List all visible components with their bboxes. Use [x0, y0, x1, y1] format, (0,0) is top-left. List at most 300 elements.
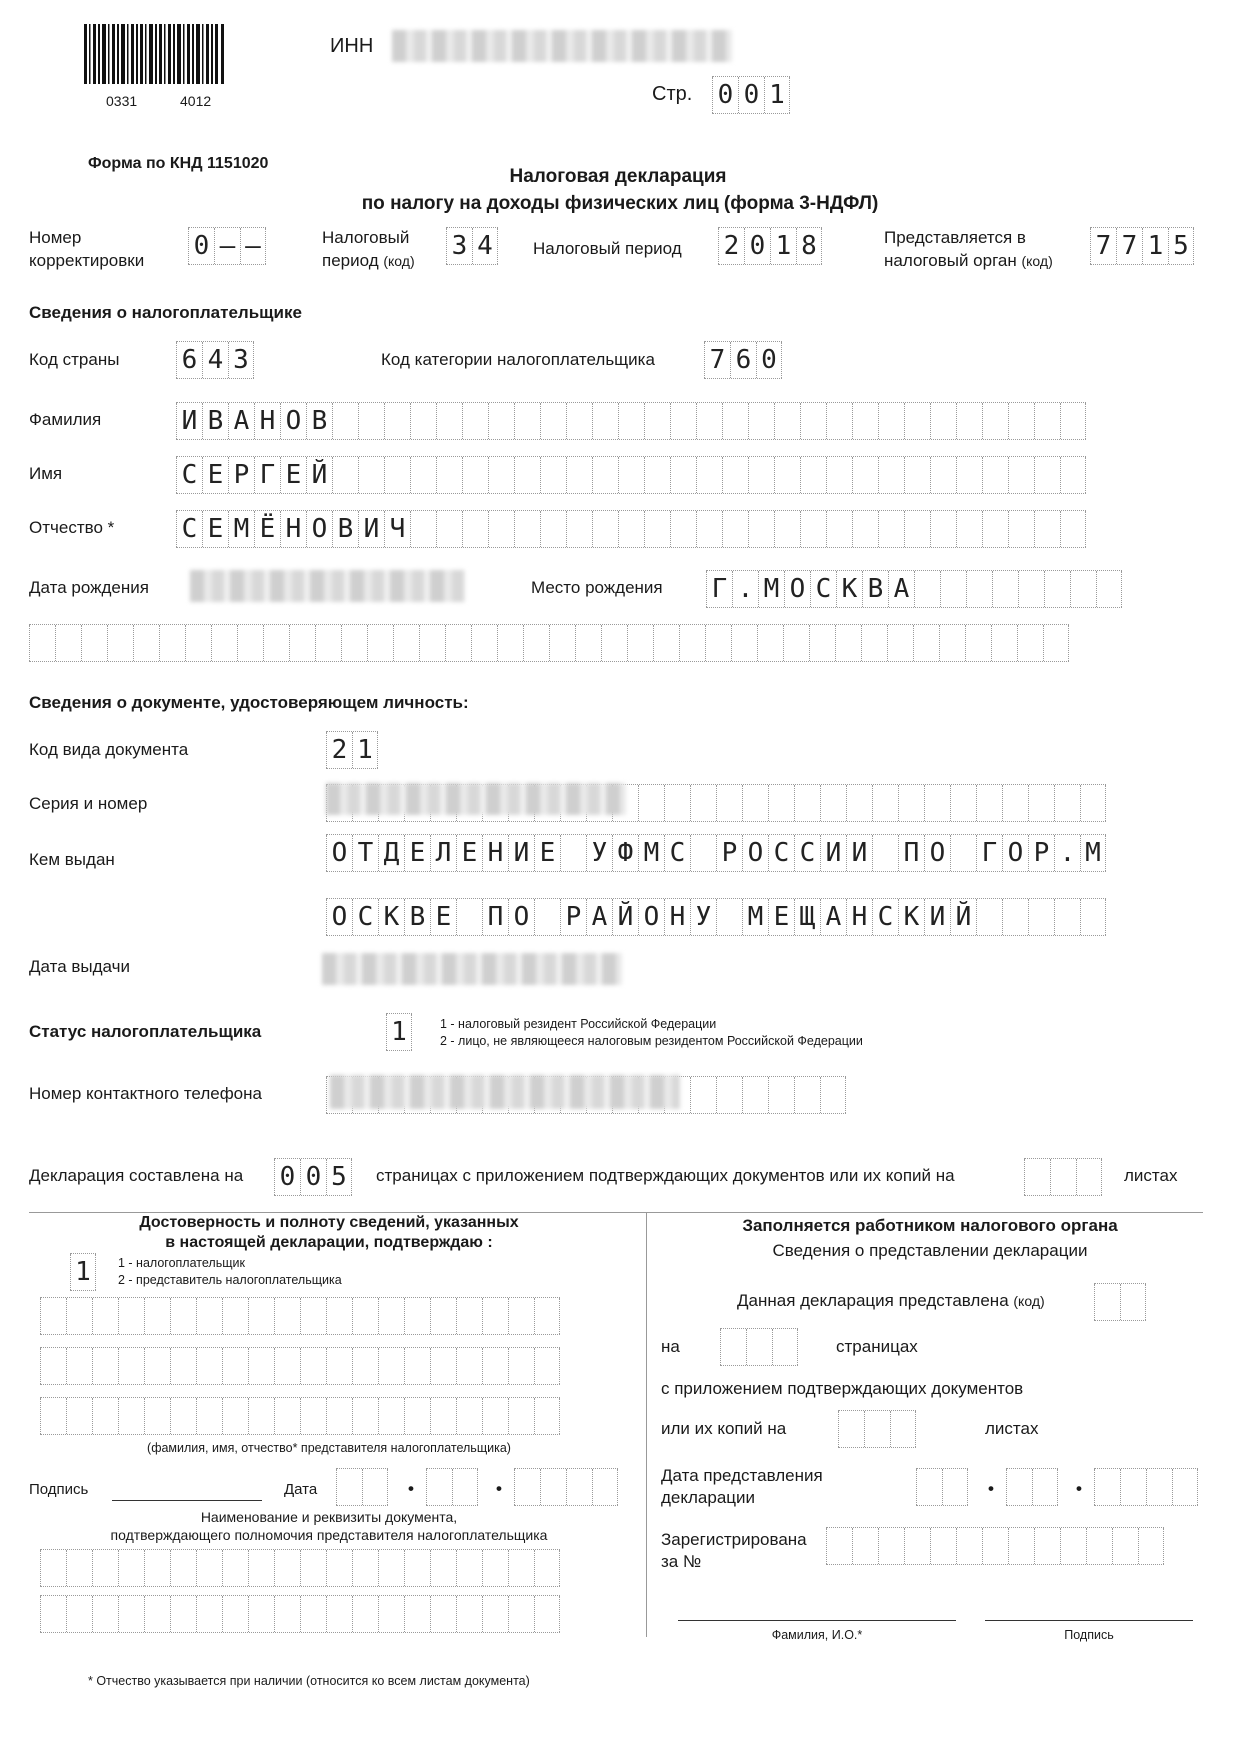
issuer-boxes-line2-cell: Н — [846, 899, 872, 935]
rep-fio-line2[interactable] — [40, 1347, 560, 1385]
rep-fio-line1-cell — [482, 1298, 508, 1334]
sheets-word: листах — [985, 1419, 1039, 1438]
phone-boxes-cell — [794, 1077, 820, 1113]
surname-boxes-cell — [956, 403, 982, 439]
tax-period-label: Налоговый период — [533, 239, 682, 258]
birthplace-boxes-line2[interactable] — [29, 624, 1069, 662]
birthplace-label: Место рождения — [531, 578, 663, 597]
issuer-boxes-line2-cell: Р — [560, 899, 586, 935]
doc-series-boxes-cell — [820, 785, 846, 821]
birthplace-boxes-line2-cell — [393, 625, 419, 661]
rep-fio-line1-cell — [144, 1298, 170, 1334]
doc-series-boxes-cell — [690, 785, 716, 821]
reg-number-boxes-cell — [1112, 1528, 1138, 1564]
period-label2 — [322, 250, 415, 272]
rep-fio-line3-cell — [40, 1398, 66, 1434]
sign-line[interactable] — [112, 1500, 262, 1501]
issuer-boxes-line2-cell: Н — [664, 899, 690, 935]
rep-fio-line1-cell — [534, 1298, 560, 1334]
reg-number-boxes-cell — [904, 1528, 930, 1564]
birthplace-boxes[interactable] — [706, 570, 1122, 608]
rep-doc-line1-cell — [326, 1550, 352, 1586]
category-boxes[interactable] — [704, 341, 782, 379]
rep-fio-line3-cell — [66, 1398, 92, 1434]
patronymic-boxes-cell — [436, 511, 462, 547]
sign-label: Подпись — [29, 1481, 89, 1498]
doc-series-boxes-cell — [950, 785, 976, 821]
copies-label: или их копий на — [661, 1419, 787, 1438]
issuer-boxes-line2-cell — [1080, 899, 1106, 935]
birthplace-boxes-cell — [992, 571, 1018, 607]
period-code-boxes-cell: 3 — [446, 228, 472, 264]
patronymic-boxes-cell — [462, 511, 488, 547]
office-pages-boxes-cell — [746, 1329, 772, 1365]
rep-doc-line1-cell — [66, 1550, 92, 1586]
issuer-boxes-line1-cell: У — [586, 835, 612, 871]
category-boxes-cell: 6 — [730, 342, 756, 378]
date-dot2: • — [496, 1479, 502, 1498]
birthplace-boxes-line2-cell — [705, 625, 731, 661]
reg-label2: за № — [661, 1552, 702, 1571]
office-date-year-cell — [1094, 1469, 1120, 1505]
rep-fio-line3-cell — [482, 1398, 508, 1434]
surname-boxes-cell — [514, 403, 540, 439]
issuer-boxes-line1[interactable] — [326, 834, 1106, 872]
issuer-boxes-line1-cell: Л — [430, 835, 456, 871]
rep-fio-line3-cell — [144, 1398, 170, 1434]
birthplace-boxes-line2-cell — [341, 625, 367, 661]
birthplace-boxes-cell — [914, 571, 940, 607]
doc-caption1: Наименование и реквизиты документа, — [200, 1509, 458, 1525]
surname-boxes-cell — [644, 403, 670, 439]
inn-value-redacted — [392, 30, 732, 62]
surname-boxes-cell — [670, 403, 696, 439]
name-boxes-cell — [982, 457, 1008, 493]
rep-fio-line2-cell — [456, 1348, 482, 1384]
rep-fio-line2-cell — [118, 1348, 144, 1384]
birthplace-boxes-line2-cell — [237, 625, 263, 661]
authority-label1: Представляется в — [884, 228, 1026, 247]
status-box-cell: 1 — [386, 1014, 412, 1050]
name-boxes-cell — [904, 457, 930, 493]
birthplace-boxes-line2-cell — [861, 625, 887, 661]
doc-series-boxes-cell — [1080, 785, 1106, 821]
rep-doc-line1-cell — [118, 1550, 144, 1586]
name-boxes-cell: Й — [306, 457, 332, 493]
authority-label2 — [884, 250, 1053, 272]
patronymic-boxes-cell — [852, 511, 878, 547]
rep-doc-line1-cell — [430, 1550, 456, 1586]
country-boxes[interactable] — [176, 341, 254, 379]
rep-fio-line1-cell — [352, 1298, 378, 1334]
tax-period-boxes-cell: 8 — [796, 228, 822, 264]
surname-boxes[interactable] — [176, 402, 1086, 440]
office-fio-caption: Фамилия, И.О.* — [771, 1628, 863, 1642]
name-boxes-cell — [852, 457, 878, 493]
rep-fio-line3-cell — [430, 1398, 456, 1434]
period-code-boxes[interactable] — [446, 227, 498, 265]
rep-fio-line1-cell — [40, 1298, 66, 1334]
office-pages-boxes-cell — [720, 1329, 746, 1365]
tax-period-boxes-cell: 0 — [744, 228, 770, 264]
doc-series-boxes-cell — [976, 785, 1002, 821]
birthplace-boxes-line2-cell — [965, 625, 991, 661]
name-boxes-cell — [1008, 457, 1034, 493]
issuer-boxes-line2-cell: Щ — [794, 899, 820, 935]
tax-period-boxes-cell: 2 — [718, 228, 744, 264]
birthplace-boxes-cell — [966, 571, 992, 607]
issuer-boxes-line1-cell: Д — [378, 835, 404, 871]
rep-fio-line2-cell — [404, 1348, 430, 1384]
rep-fio-line3-cell — [248, 1398, 274, 1434]
rep-doc-line2-cell — [40, 1596, 66, 1632]
issuer-label: Кем выдан — [29, 850, 115, 869]
rep-fio-line1-cell — [430, 1298, 456, 1334]
surname-boxes-cell — [826, 403, 852, 439]
rep-doc-line2-cell — [430, 1596, 456, 1632]
doc-type-boxes[interactable] — [326, 731, 378, 769]
surname-boxes-cell — [930, 403, 956, 439]
confirm-date-month-cell — [452, 1469, 478, 1505]
birthplace-boxes-cell — [1018, 571, 1044, 607]
issuer-boxes-line2-cell: А — [820, 899, 846, 935]
issuer-boxes-line2-cell — [1028, 899, 1054, 935]
rep-doc-line2-cell — [300, 1596, 326, 1632]
issuer-boxes-line2-cell: О — [638, 899, 664, 935]
office-sheets-boxes-cell — [890, 1411, 916, 1447]
pages-word: страницах — [836, 1337, 918, 1356]
rep-doc-line1-cell — [222, 1550, 248, 1586]
issuer-boxes-line2-cell: К — [898, 899, 924, 935]
issuer-boxes-line1-cell: И — [508, 835, 534, 871]
pages-boxes-cell: 0 — [274, 1159, 300, 1195]
birthplace-boxes-cell — [1070, 571, 1096, 607]
phone-boxes-cell — [820, 1077, 846, 1113]
issuer-boxes-line1-cell: Р — [716, 835, 742, 871]
office-sheets-boxes-cell — [864, 1411, 890, 1447]
phone-boxes-cell — [690, 1077, 716, 1113]
office-date-month[interactable] — [1006, 1468, 1058, 1506]
confirm-date-year-cell — [566, 1469, 592, 1505]
rep-fio-line3[interactable] — [40, 1397, 560, 1435]
phone-boxes-cell — [768, 1077, 794, 1113]
patronymic-boxes-cell — [592, 511, 618, 547]
reg-number-boxes-cell — [878, 1528, 904, 1564]
name-boxes-cell: Е — [202, 457, 228, 493]
rep-doc-line1-cell — [196, 1550, 222, 1586]
issuer-boxes-line1-cell: П — [898, 835, 924, 871]
rep-doc-line2-cell — [534, 1596, 560, 1632]
birthplace-boxes-line2-cell — [575, 625, 601, 661]
birthplace-boxes-cell: М — [758, 571, 784, 607]
name-boxes-cell — [384, 457, 410, 493]
reg-number-boxes[interactable] — [826, 1527, 1164, 1565]
office-title: Заполняется работником налогового органа — [742, 1216, 1118, 1235]
rep-fio-line3-cell — [326, 1398, 352, 1434]
birthplace-boxes-line2-cell — [55, 625, 81, 661]
doc-series-label: Серия и номер — [29, 794, 148, 813]
patronymic-boxes-cell — [904, 511, 930, 547]
rep-fio-line1-cell — [456, 1298, 482, 1334]
patronymic-boxes-cell — [1060, 511, 1086, 547]
rep-doc-line2-cell — [508, 1596, 534, 1632]
name-boxes-cell — [462, 457, 488, 493]
rep-fio-line3-cell — [508, 1398, 534, 1434]
rep-doc-line2-cell — [352, 1596, 378, 1632]
reg-number-boxes-cell — [1034, 1528, 1060, 1564]
patronymic-boxes-cell — [696, 511, 722, 547]
document-heading: Сведения о документе, удостоверяющем личность: — [29, 693, 469, 712]
correction-boxes[interactable] — [188, 227, 266, 265]
rep-fio-line3-cell — [222, 1398, 248, 1434]
doc-series-boxes-cell — [794, 785, 820, 821]
form-code: Форма по КНД 1151020 — [88, 155, 269, 172]
rep-doc-line2-cell — [274, 1596, 300, 1632]
issuer-boxes-line2-cell — [1054, 899, 1080, 935]
rep-doc-line1-cell — [404, 1550, 430, 1586]
correction-boxes-cell: – — [214, 228, 240, 264]
birthplace-boxes-cell: В — [862, 571, 888, 607]
issuer-boxes-line2-cell: П — [482, 899, 508, 935]
rep-doc-line2-cell — [326, 1596, 352, 1632]
doc-series-boxes-cell — [716, 785, 742, 821]
reg-label1: Зарегистрирована — [661, 1530, 807, 1549]
rep-fio-line1-cell — [300, 1298, 326, 1334]
rep-fio-line3-cell — [534, 1398, 560, 1434]
submitted-code-boxes-cell — [1094, 1284, 1120, 1320]
rep-doc-line1[interactable] — [40, 1549, 560, 1587]
issuer-boxes-line2[interactable] — [326, 898, 1106, 936]
surname-boxes-cell — [462, 403, 488, 439]
rep-doc-line2-cell — [170, 1596, 196, 1632]
birthdate-label: Дата рождения — [29, 578, 149, 597]
period-label2-text: период — [322, 251, 379, 270]
rep-doc-line2-cell — [118, 1596, 144, 1632]
doc-series-boxes-cell — [846, 785, 872, 821]
patronymic-boxes-cell: Ё — [254, 511, 280, 547]
reg-number-boxes-cell — [930, 1528, 956, 1564]
patronymic-boxes-cell: С — [176, 511, 202, 547]
surname-boxes-cell: В — [202, 403, 228, 439]
rep-fio-line2-cell — [274, 1348, 300, 1384]
name-boxes-cell — [930, 457, 956, 493]
issuer-boxes-line1-cell: С — [768, 835, 794, 871]
attachment-sheets-boxes-cell — [1076, 1159, 1102, 1195]
confirm-date-year[interactable] — [514, 1468, 618, 1506]
rep-doc-line1-cell — [274, 1550, 300, 1586]
category-boxes-cell: 0 — [756, 342, 782, 378]
rep-doc-line1-cell — [40, 1550, 66, 1586]
surname-boxes-cell — [566, 403, 592, 439]
surname-boxes-cell — [384, 403, 410, 439]
office-date-year[interactable] — [1094, 1468, 1198, 1506]
tax-period-boxes[interactable] — [718, 227, 822, 265]
office-sign-line[interactable] — [985, 1620, 1193, 1621]
patronymic-boxes-cell — [800, 511, 826, 547]
patronymic-boxes-cell — [748, 511, 774, 547]
confirm-date-year-cell — [540, 1469, 566, 1505]
reg-number-boxes-cell — [982, 1528, 1008, 1564]
issuer-boxes-line2-cell — [456, 899, 482, 935]
rep-fio-line3-cell — [352, 1398, 378, 1434]
rep-fio-line3-cell — [378, 1398, 404, 1434]
submitted-code-hint: (код) — [1013, 1293, 1045, 1309]
rep-fio-line2-cell — [430, 1348, 456, 1384]
issuer-boxes-line2-cell: О — [326, 899, 352, 935]
surname-boxes-cell — [696, 403, 722, 439]
surname-boxes-cell — [722, 403, 748, 439]
confirm-date-day-cell — [362, 1469, 388, 1505]
birthplace-boxes-line2-cell — [809, 625, 835, 661]
doc-series-boxes-cell — [1054, 785, 1080, 821]
country-label: Код страны — [29, 350, 120, 369]
name-boxes-cell — [358, 457, 384, 493]
authority-boxes-cell: 7 — [1090, 228, 1116, 264]
rep-fio-line3-cell — [300, 1398, 326, 1434]
birthplace-boxes-line2-cell — [367, 625, 393, 661]
doc-series-boxes-cell — [898, 785, 924, 821]
authority-boxes[interactable] — [1090, 227, 1194, 265]
issuer-boxes-line2-cell: Е — [768, 899, 794, 935]
issuer-boxes-line2-cell — [976, 899, 1002, 935]
rep-doc-line2-cell — [248, 1596, 274, 1632]
issuer-boxes-line1-cell: И — [846, 835, 872, 871]
issuer-boxes-line2-cell: У — [690, 899, 716, 935]
rep-doc-line2-cell — [66, 1596, 92, 1632]
page-number-boxes-cell: 0 — [712, 77, 738, 113]
patronymic-boxes-cell — [930, 511, 956, 547]
issuer-boxes-line2-cell — [534, 899, 560, 935]
birthplace-boxes-line2-cell — [627, 625, 653, 661]
birthplace-boxes-cell: . — [732, 571, 758, 607]
birthplace-boxes-line2-cell — [159, 625, 185, 661]
birthplace-boxes-line2-cell — [549, 625, 575, 661]
birthplace-boxes-line2-cell — [1043, 625, 1069, 661]
status-option2: 2 - лицо, не являющееся налоговым резидентом Российской Федерации — [440, 1034, 863, 1048]
inn-label: ИНН — [330, 35, 374, 57]
rep-fio-line2-cell — [144, 1348, 170, 1384]
doc-series-boxes-cell — [664, 785, 690, 821]
title-line2: по налогу на доходы физических лиц (форма 3-НДФЛ) — [361, 193, 879, 214]
rep-doc-line1-cell — [482, 1550, 508, 1586]
rep-doc-line1-cell — [144, 1550, 170, 1586]
issuer-boxes-line2-cell: Й — [612, 899, 638, 935]
rep-fio-line2-cell — [482, 1348, 508, 1384]
pages-boxes[interactable] — [274, 1158, 352, 1196]
authority-code-hint: (код) — [1021, 253, 1053, 269]
patronymic-boxes-cell — [514, 511, 540, 547]
office-date-year-cell — [1146, 1469, 1172, 1505]
birthplace-boxes-line2-cell — [887, 625, 913, 661]
name-boxes-cell — [1060, 457, 1086, 493]
patronymic-label: Отчество * — [29, 518, 115, 537]
surname-boxes-cell — [436, 403, 462, 439]
rep-doc-line2-cell — [222, 1596, 248, 1632]
birthplace-boxes-line2-cell — [211, 625, 237, 661]
rep-fio-line2-cell — [40, 1348, 66, 1384]
country-boxes-cell: 3 — [228, 342, 254, 378]
birthplace-boxes-line2-cell — [757, 625, 783, 661]
office-date-year-cell — [1120, 1469, 1146, 1505]
birthplace-boxes-line2-cell — [263, 625, 289, 661]
issuer-boxes-line1-cell — [690, 835, 716, 871]
birthplace-boxes-line2-cell — [913, 625, 939, 661]
confirm-box[interactable] — [70, 1253, 96, 1291]
confirm-title1: Достоверность и полноту сведений, указанных — [139, 1214, 519, 1231]
barcode — [84, 24, 226, 90]
name-boxes[interactable] — [176, 456, 1086, 494]
confirm-date-day[interactable] — [336, 1468, 388, 1506]
birthdate-redacted — [190, 570, 465, 602]
rep-fio-line3-cell — [404, 1398, 430, 1434]
submitted-code-boxes[interactable] — [1094, 1283, 1146, 1321]
name-boxes-cell — [618, 457, 644, 493]
doc-type-boxes-cell: 2 — [326, 732, 352, 768]
birthplace-boxes-line2-cell — [939, 625, 965, 661]
rep-doc-line1-cell — [534, 1550, 560, 1586]
office-date-dot1: • — [988, 1479, 994, 1498]
name-label: Имя — [29, 464, 63, 483]
birthplace-boxes-line2-cell — [419, 625, 445, 661]
rep-doc-line2[interactable] — [40, 1595, 560, 1633]
birthplace-boxes-line2-cell — [523, 625, 549, 661]
name-boxes-cell — [332, 457, 358, 493]
status-label: Статус налогоплательщика — [29, 1022, 262, 1041]
office-sheets-boxes[interactable] — [838, 1410, 916, 1448]
confirm-date-month-cell — [426, 1469, 452, 1505]
on-label: на — [661, 1337, 680, 1356]
office-date-day[interactable] — [916, 1468, 968, 1506]
office-fio-line[interactable] — [678, 1620, 956, 1621]
rep-fio-caption: (фамилия, имя, отчество* представителя налогоплательщика) — [147, 1441, 511, 1455]
office-subtitle: Сведения о представлении декларации — [772, 1241, 1088, 1260]
office-date-day-cell — [942, 1469, 968, 1505]
rep-fio-line1-cell — [196, 1298, 222, 1334]
status-box[interactable] — [386, 1013, 412, 1051]
rep-fio-line3-cell — [92, 1398, 118, 1434]
name-boxes-cell — [410, 457, 436, 493]
office-pages-boxes[interactable] — [720, 1328, 798, 1366]
patronymic-boxes[interactable] — [176, 510, 1086, 548]
rep-doc-line1-cell — [170, 1550, 196, 1586]
issuer-boxes-line2-cell — [716, 899, 742, 935]
office-date-month-cell — [1006, 1469, 1032, 1505]
name-boxes-cell — [774, 457, 800, 493]
rep-fio-line2-cell — [66, 1348, 92, 1384]
birthplace-boxes-line2-cell — [835, 625, 861, 661]
reg-number-boxes-cell — [1008, 1528, 1034, 1564]
confirm-date-month[interactable] — [426, 1468, 478, 1506]
rep-fio-line3-cell — [274, 1398, 300, 1434]
name-boxes-cell — [956, 457, 982, 493]
attachment-sheets-boxes[interactable] — [1024, 1158, 1102, 1196]
authority-boxes-cell: 7 — [1116, 228, 1142, 264]
name-boxes-cell — [592, 457, 618, 493]
rep-fio-line2-cell — [92, 1348, 118, 1384]
reg-number-boxes-cell — [1138, 1528, 1164, 1564]
rep-doc-line1-cell — [352, 1550, 378, 1586]
title-line1-text: Налоговая декларация — [509, 166, 727, 187]
correction-boxes-cell: 0 — [188, 228, 214, 264]
rep-fio-line1-cell — [274, 1298, 300, 1334]
birthplace-boxes-cell: А — [888, 571, 914, 607]
phone-boxes-cell — [716, 1077, 742, 1113]
issue-date-redacted — [322, 953, 622, 985]
rep-fio-line1[interactable] — [40, 1297, 560, 1335]
period-label1: Налоговый — [322, 228, 410, 247]
issuer-boxes-line1-cell: С — [664, 835, 690, 871]
birthplace-boxes-line2-cell — [731, 625, 757, 661]
